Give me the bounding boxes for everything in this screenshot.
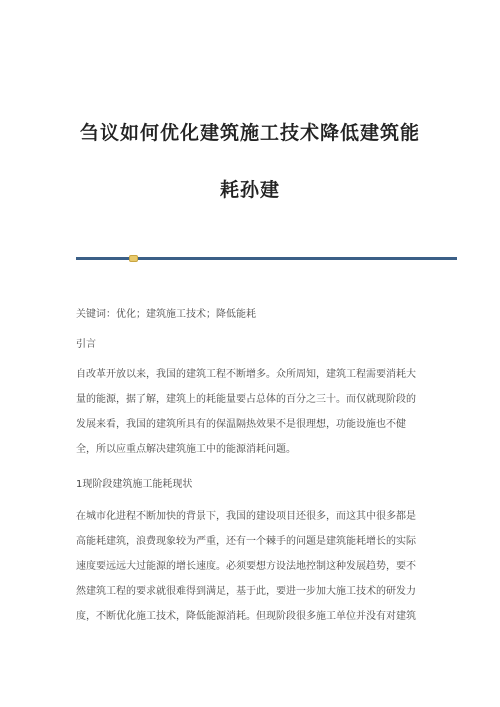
paragraph-2-line: 度，不断优化施工技术，降低能源消耗。但现阶段很多施工单位并没有对建筑 xyxy=(76,611,416,622)
paragraph-1-line: 自改革开放以来，我国的建筑工程不断增多。众所周知，建筑工程需要消耗大 xyxy=(76,369,416,380)
keywords-line: 关键词：优化；建筑施工技术；降低能耗 xyxy=(76,309,256,320)
divider-bar-right xyxy=(138,257,457,260)
paragraph-2-line: 高能耗建筑，浪费现象较为严重，还有一个棘手的问题是建筑能耗增长的实际 xyxy=(76,536,416,547)
paragraph-1-line: 全，所以应重点解决建筑施工中的能源消耗问题。 xyxy=(76,444,296,455)
paragraph-2-line: 速度要远远大过能源的增长速度。必须要想方设法地控制这种发展趋势，要不 xyxy=(76,561,416,572)
paragraph-1 xyxy=(76,368,433,457)
divider-bar-left xyxy=(76,257,129,260)
paragraph-2-line: 然建筑工程的要求就很难得到满足，基于此，要进一步加大施工技术的研发力 xyxy=(76,586,416,597)
paragraph-1-line: 量的能源，据了解，建筑上的耗能量要占总体的百分之三十。而仅就现阶段的 xyxy=(76,394,416,405)
title-divider xyxy=(76,255,457,261)
paragraph-2-line: 在城市化进程不断加快的背景下，我国的建设项目还很多，而这其中很多都是 xyxy=(76,511,416,522)
paragraph-2 xyxy=(76,510,433,624)
intro-heading: 引言 xyxy=(76,339,96,350)
divider-emblem-icon xyxy=(129,255,138,262)
document-title-line-1: 刍议如何优化建筑施工技术降低建筑能 xyxy=(79,122,420,144)
document-title-line-2: 耗孙建 xyxy=(219,179,280,201)
paragraph-1-line: 发展来看，我国的建筑所具有的保温隔热效果不是很理想，功能设施也不健 xyxy=(76,419,406,430)
section-1-heading: 1现阶段建筑施工能耗现状 xyxy=(76,479,193,490)
